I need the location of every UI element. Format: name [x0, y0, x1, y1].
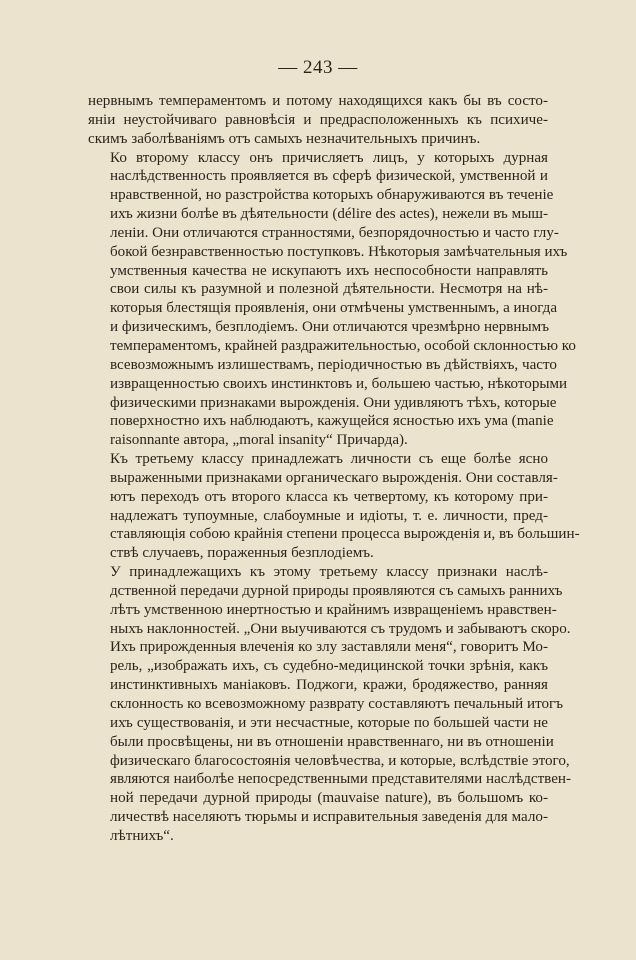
text-line: которыя блестящія проявленія, они отмѣчены умственнымъ, а иногда: [110, 300, 558, 317]
text-line: ихъ жизни болѣе въ дѣятельности (délire des actes), нежели въ мыш-: [110, 206, 548, 223]
text-line: рель, „изображать ихъ, съ судебно-медицинской точки зрѣнія, какъ: [110, 658, 548, 675]
text-line: свои силы къ разумной и полезной дѣятельности. Несмотря на нѣ-: [110, 281, 548, 298]
text-line: поверхностно ихъ наблюдаютъ, кажущейся ясностью ихъ ума (manie: [110, 413, 554, 430]
text-line: являются наиболѣе непосредственными представителями наслѣдствен-: [110, 771, 572, 788]
text-line: Ко второму классу онъ причисляетъ лицъ, у которыхъ дурная: [110, 149, 548, 166]
paragraph: [88, 149, 576, 451]
text-line: и физическимъ, безплодіемъ. Они отличаются чрезмѣрно нервнымъ: [110, 319, 550, 336]
text-line: извращенностью своихъ инстинктовъ и, большею частью, нѣкоторыми: [110, 375, 568, 392]
text-line: ныхъ наклонностей. „Они выучиваются съ трудомъ и забываютъ скоро.: [110, 620, 571, 637]
paragraph: [88, 450, 580, 563]
text-line: умственныя качества не искупаютъ ихъ неспособности направлять: [110, 262, 548, 279]
text-line: raisonnante автора, „moral insanity“ Причарда).: [110, 432, 408, 449]
page-number: — 243 —: [278, 57, 358, 78]
text-line: скимъ заболѣваніямъ отъ самыхъ незначительныхъ причинъ.: [88, 130, 481, 147]
text-line: нравственной, но разстройства которыхъ обнаруживаются въ теченіе: [110, 187, 554, 204]
text-line: нервнымъ темпераментомъ и потому находящихся какъ бы въ состо-: [88, 93, 548, 109]
text-line: надлежатъ тупоумные, слабоумные и идіоты, т. е. личности, пред-: [110, 507, 548, 524]
text-line: всевозможнымъ излишествамъ, періодичностью въ дѣйствіяхъ, часто: [110, 356, 557, 373]
text-line: лѣтъ умственною инертностью и крайнимъ извращеніемъ нравствен-: [110, 601, 557, 618]
text-line: личествѣ населяютъ тюрьмы и исправительныя заведенія для мало-: [110, 809, 548, 826]
text-line: Ихъ прирожденныя влеченія ко злу заставляли меня“, говоритъ Мо-: [110, 639, 548, 656]
text-line: ютъ переходъ отъ второго класса къ четвертому, къ которому при-: [110, 488, 548, 505]
text-line: склонность ко всевозможному разврату составляютъ печальный итогъ: [110, 696, 564, 712]
text-line: Къ третьему классу принадлежатъ личности съ еще болѣе ясно: [110, 451, 548, 468]
paragraph: [88, 92, 548, 149]
text-line: яніи неустойчиваго равновѣсія и предрасположенныхъ къ психиче-: [88, 111, 548, 128]
text-line: темпераментомъ, крайней раздражительностью, особой склонностью ко: [110, 337, 576, 354]
text-line: ной передачи дурной природы (mauvaise nature), въ большомъ ко-: [110, 790, 548, 807]
body-text: [88, 92, 580, 846]
text-line: физическаго благосостоянія человѣчества, и которые, вслѣдствіе этого,: [110, 752, 570, 769]
text-line: дственной передачи дурной природы проявляются съ самыхъ раннихъ: [110, 582, 563, 599]
paragraph: [88, 563, 572, 846]
text-line: бокой безнравственностью поступковъ. Нѣкоторыя замѣчательныя ихъ: [110, 243, 568, 260]
text-line: были просвѣщены, ни въ отношеніи нравственнаго, ни въ отношеніи: [110, 733, 554, 750]
text-line: ствѣ случаевъ, пораженныя безплодіемъ.: [110, 545, 374, 562]
text-line: наслѣдственность проявляется въ сферѣ физической, умственной и: [110, 168, 548, 185]
text-line: выраженными признаками органическаго вырожденія. Они составля-: [110, 469, 558, 486]
text-line: У принадлежащихъ къ этому третьему классу признаки наслѣ-: [110, 564, 548, 581]
text-line: леніи. Они отличаются странностями, безпорядочностью и часто глу-: [110, 224, 559, 241]
text-line: ихъ существованія, и эти несчастные, которые по большей части не: [110, 714, 548, 731]
text-line: ставляющія собою крайнія степени процесса вырожденія и, въ большин-: [110, 526, 580, 543]
text-line: инстинктивныхъ маніаковъ. Поджоги, кражи, бродяжество, ранняя: [110, 677, 548, 694]
text-line: физическими признаками вырожденія. Они удивляютъ тѣхъ, которые: [110, 394, 557, 411]
text-line: лѣтнихъ“.: [110, 827, 174, 844]
